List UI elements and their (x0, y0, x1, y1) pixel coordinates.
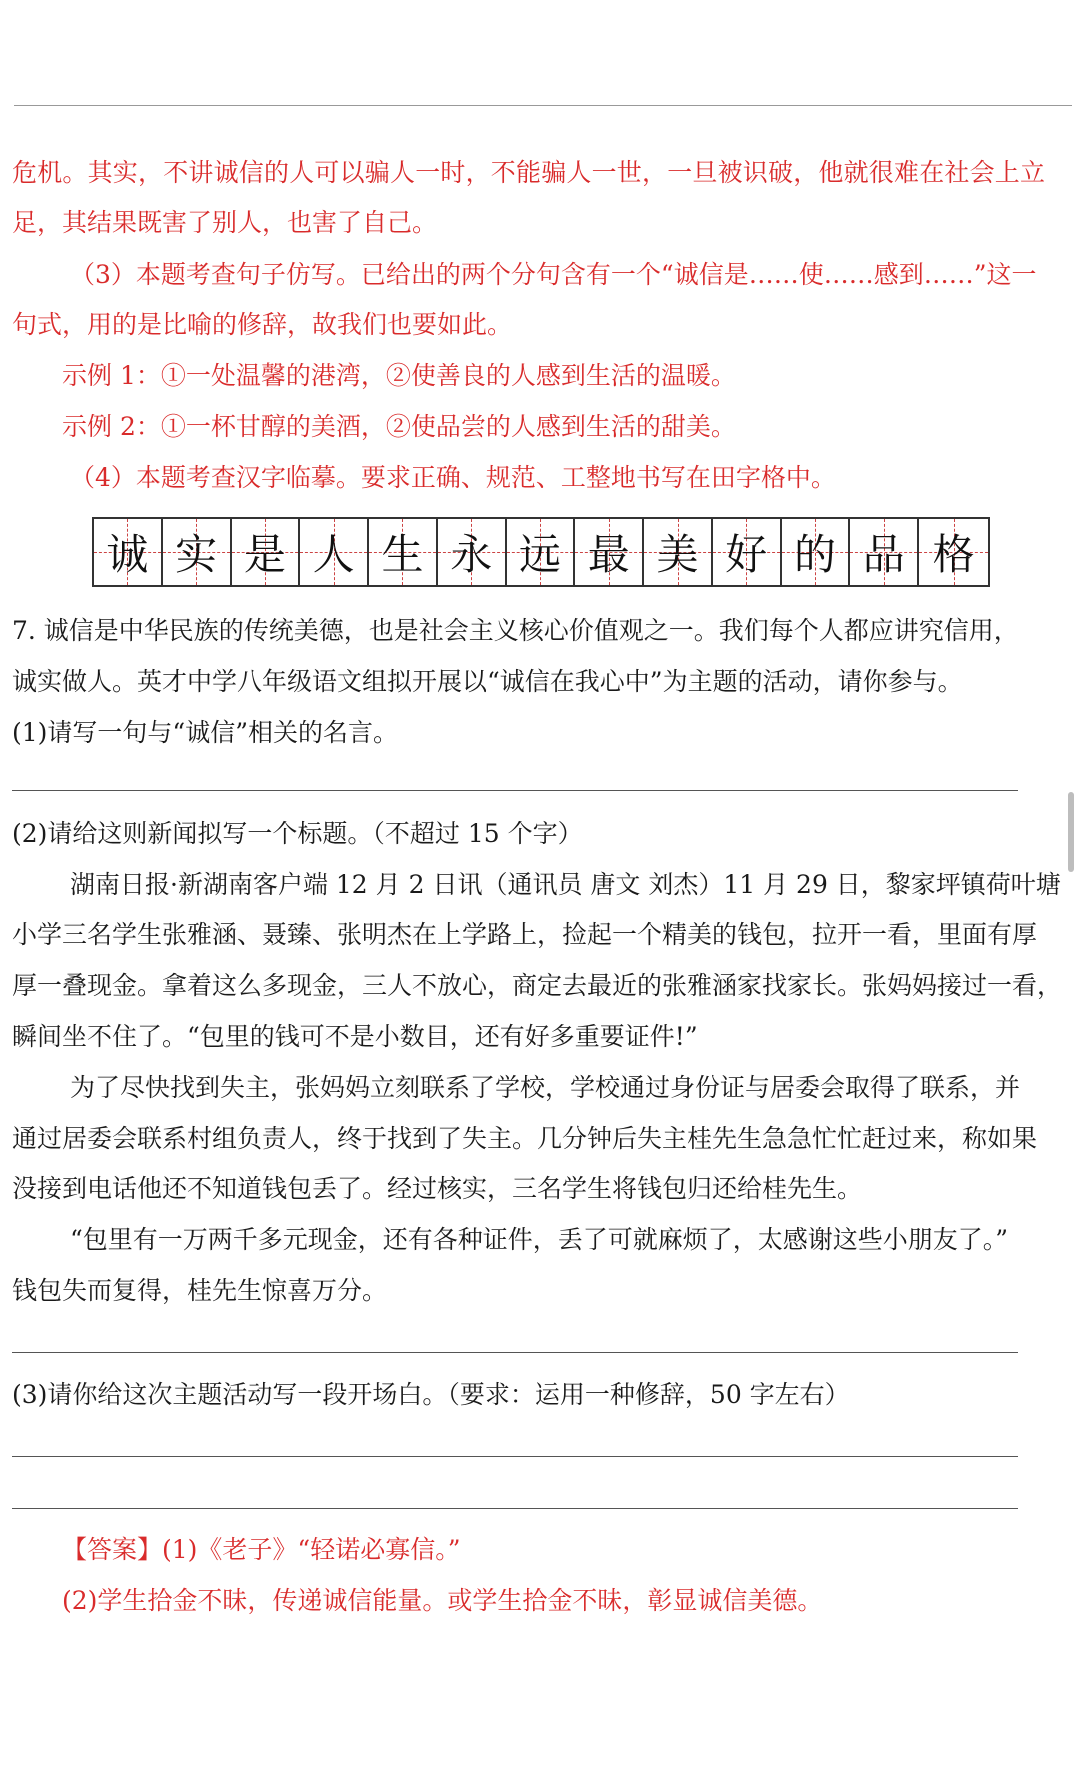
grid-char: 美 (656, 530, 699, 579)
answer-blank-line[interactable] (12, 1456, 1018, 1457)
grid-cell (300, 519, 369, 585)
question-7-part-2: (2)请给这则新闻拟写一个标题。（不超过 15 个字） (12, 819, 583, 848)
answer-1: 【答案】(1)《老子》“轻诺必寡信。” (62, 1535, 461, 1564)
news-paragraph: 湖南日报·新湖南客户端 12 月 2 日讯（通讯员 唐文 刘杰）11 月 29 日，黎家坪镇荷叶塘 (70, 870, 1061, 899)
grid-cell (163, 519, 232, 585)
answer-text: 危机。其实，不讲诚信的人可以骗人一时，不能骗人一世，一旦被识破，他就很难在社会上立 (12, 158, 1046, 187)
answer-blank-line[interactable] (12, 1508, 1018, 1509)
answer-text: （3）本题考查句子仿写。已给出的两个分句含有一个“诚信是……使……感到……”这一 (70, 260, 1037, 289)
news-paragraph: 没接到电话他还不知道钱包丢了。经过核实，三名学生将钱包归还给桂先生。 (12, 1174, 863, 1203)
news-paragraph: 钱包失而复得，桂先生惊喜万分。 (12, 1276, 388, 1305)
scrollbar[interactable] (1068, 792, 1074, 872)
answer-text: 足，其结果既害了别人，也害了自己。 (12, 208, 438, 237)
grid-char: 远 (518, 530, 561, 579)
grid-cell (94, 519, 163, 585)
grid-char: 是 (243, 530, 286, 579)
answer-text: （4）本题考查汉字临摹。要求正确、规范、工整地书写在田字格中。 (70, 463, 836, 492)
grid-cell (644, 519, 713, 585)
question-7-part-1: (1)请写一句与“诚信”相关的名言。 (12, 718, 398, 747)
grid-cell (575, 519, 644, 585)
grid-char: 生 (381, 530, 424, 579)
question-7-intro: 7. 诚信是中华民族的传统美德，也是社会主义核心价值观之一。我们每个人都应讲究信用， (12, 616, 1019, 645)
news-paragraph: 通过居委会联系村组负责人，终于找到了失主。几分钟后失主桂先生急急忙忙赶过来，称如果 (12, 1124, 1038, 1153)
grid-char: 实 (175, 530, 218, 579)
question-7-intro: 诚实做人。英才中学八年级语文组拟开展以“诚信在我心中”为主题的活动，请你参与。 (12, 667, 963, 696)
news-paragraph: 小学三名学生张雅涵、聂臻、张明杰在上学路上，捡起一个精美的钱包，拉开一看，里面有厚 (12, 920, 1038, 949)
grid-char: 的 (794, 530, 837, 579)
grid-cell (438, 519, 507, 585)
grid-char: 诚 (106, 530, 149, 579)
answer-blank-line[interactable] (12, 1352, 1018, 1353)
example-1: 示例 1：①一处温馨的港湾，②使善良的人感到生活的温暖。 (62, 361, 736, 390)
grid-cell (782, 519, 851, 585)
grid-cell (369, 519, 438, 585)
grid-char: 最 (587, 530, 630, 579)
grid-cell (713, 519, 782, 585)
tianzige-grid (92, 517, 990, 587)
top-divider (14, 105, 1072, 106)
grid-cell (919, 519, 988, 585)
answer-blank-line[interactable] (12, 790, 1018, 791)
grid-cell (232, 519, 301, 585)
question-7-part-3: (3)请你给这次主题活动写一段开场白。（要求：运用一种修辞，50 字左右） (12, 1380, 850, 1409)
news-paragraph: 瞬间坐不住了。“包里的钱可不是小数目，还有好多重要证件!” (12, 1022, 698, 1051)
grid-char: 好 (725, 530, 768, 579)
news-paragraph: “包里有一万两千多元现金，还有各种证件，丢了可就麻烦了，太感谢这些小朋友了。” (70, 1225, 1009, 1254)
news-paragraph: 为了尽快找到失主，张妈妈立刻联系了学校，学校通过身份证与居委会取得了联系，并 (70, 1073, 1021, 1102)
example-2: 示例 2：①一杯甘醇的美酒，②使品尝的人感到生活的甜美。 (62, 412, 736, 441)
grid-char: 人 (312, 530, 355, 579)
answer-2: (2)学生拾金不昧，传递诚信能量。或学生拾金不昧，彰显诚信美德。 (62, 1586, 823, 1615)
grid-char: 永 (450, 530, 493, 579)
grid-char: 格 (932, 530, 975, 579)
grid-cell (507, 519, 576, 585)
news-paragraph: 厚一叠现金。拿着这么多现金，三人不放心，商定去最近的张雅涵家找家长。张妈妈接过一看， (12, 971, 1063, 1000)
grid-char: 品 (862, 530, 905, 579)
grid-cell (850, 519, 919, 585)
answer-text: 句式，用的是比喻的修辞，故我们也要如此。 (12, 310, 513, 339)
